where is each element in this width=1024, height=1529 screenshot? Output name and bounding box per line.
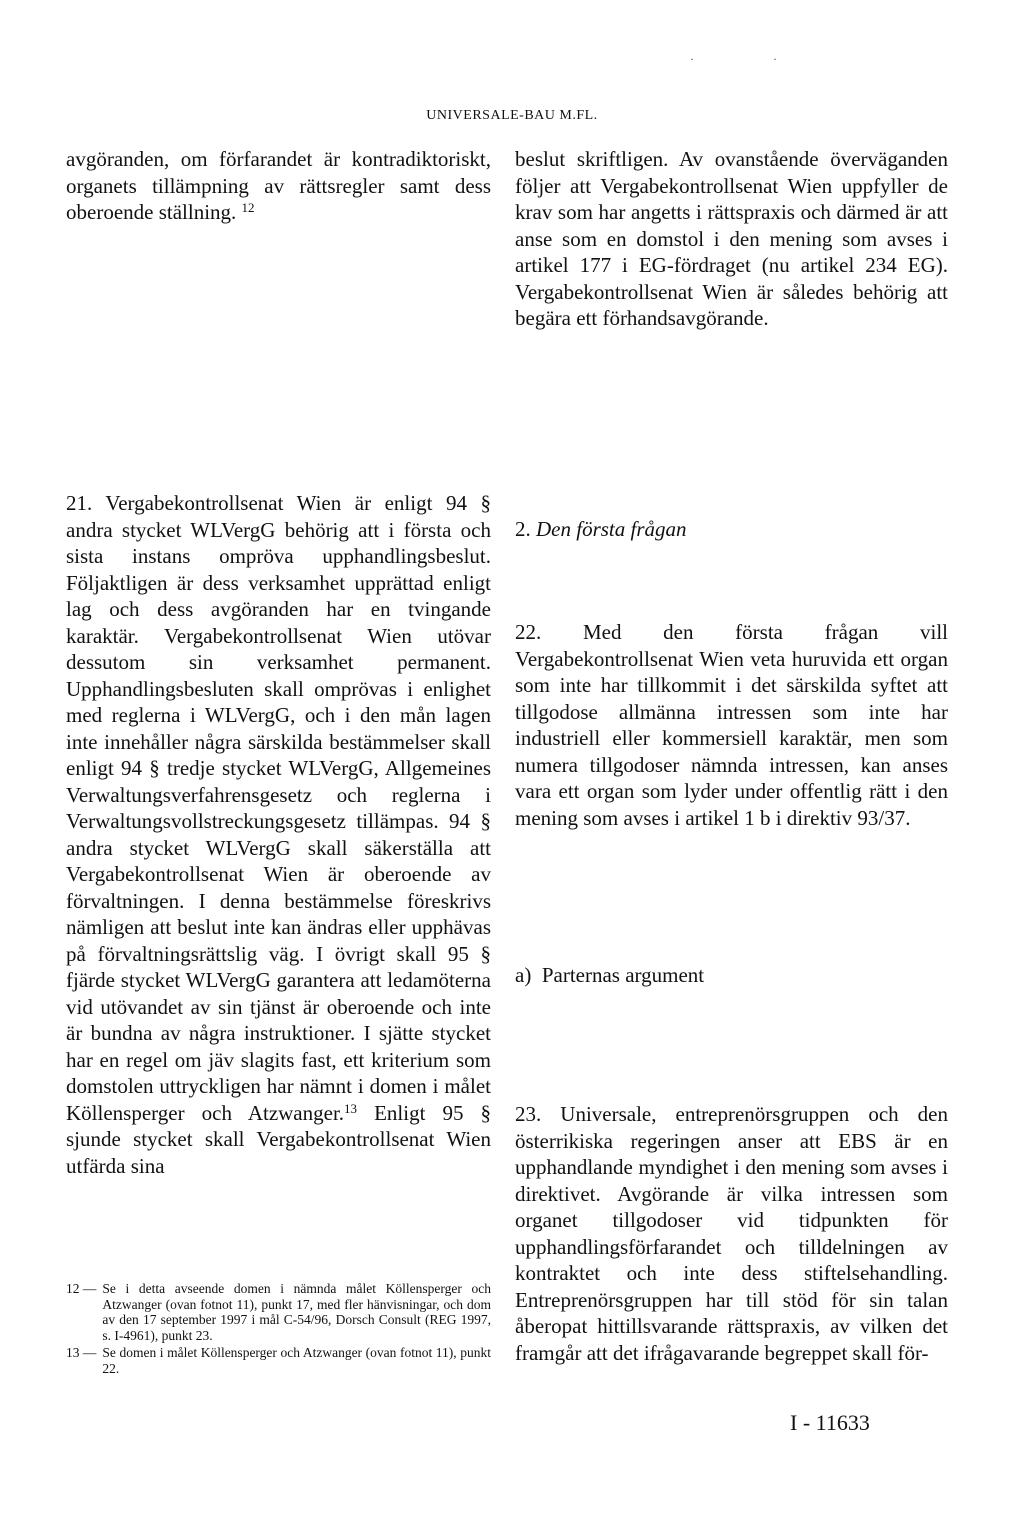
left-top-paragraph: [66, 146, 491, 226]
right-top-paragraph: [515, 146, 948, 332]
footnote-12: [66, 1281, 491, 1343]
footnote-number: 12 —: [66, 1281, 97, 1296]
section-number: 2.: [515, 517, 531, 541]
footnotes: [66, 1281, 491, 1378]
footnote-text: Se i detta avseende domen i nämnda målet Köllensperger och Atzwanger (ovan fotnot 11), punkt 17, med fler hänvisningar, och dom av den 17 september 1997 i mål C-54/96, Dorsch Consult (REG 1997, s. I-4961), punkt 23.: [102, 1281, 491, 1343]
page-number: I - 11633: [790, 1410, 870, 1435]
subheading-label: a): [515, 963, 532, 987]
paragraph-22-text: 22. Med den första frågan vill Vergabekontrollsenat Wien veta huruvida ett organ som inte har tillkommit i det särskilda syftet att tillgodose allmänna intressen som inte har industriell eller kommersiell karaktär, men som numera tillgodoser nämnda intressen, kan anses vara ett organ som lyder under offentlig rätt i den mening som avses i artikel 1 b i direktiv 93/37.: [515, 620, 948, 830]
paragraph-21-text: 21. Vergabekontrollsenat Wien är enligt 94 § andra stycket WLVergG behörig att i första och sista instans ompröva upphandlingsbeslut. Följaktligen är dess verksamhet upprättad enligt lag och dess avgöranden har en tvingande karaktär. Vergabekontrollsenat Wien utövar dessutom sin verksamhet permanent. Upphandlingsbesluten skall omprövas i enlighet med reglerna i WLVergG, och i den mån lagen inte innehåller några särskilda bestämmelser skall enligt 94 § tredje stycket WLVergG, Allgemeines Verwaltungsverfahrensgesetz och reglerna i Verwaltungsvollstreckungsgesetz tillämpas. 94 § andra stycket WLVergG skall säkerställa att Vergabekontrollsenat Wien är oberoende av förvaltningen. I denna bestämmelse föreskrivs nämligen att beslut inte kan ändras eller upphävas på förvaltningsrättslig väg. I övrigt skall 95 § fjärde stycket WLVergG garantera att ledamöterna vid utövandet av sin tjänst är oberoende och inte är bundna av några instruktioner. I sjätte stycket har en regel om jäv slagits fast, ett kriterium som domstolen uttryckligen har nämnt i domen i målet Köllensperger och Atzwanger.: [66, 491, 491, 1125]
right-top-text: beslut skriftligen. Av ovanstående överväganden följer att Vergabekontrollsenat Wien uppfyller de krav som har angetts i rättspraxis och därmed är att anse som en domstol i den mening som avses i artikel 177 i EG-fördraget (nu artikel 234 EG). Vergabekontrollsenat Wien är således behörig att begära ett förhandsavgörande.: [515, 147, 948, 330]
footnote-ref-13: 13: [344, 1100, 358, 1116]
footnote-number: 13 —: [66, 1345, 97, 1360]
section-heading-2: [515, 516, 948, 543]
footnote-text: Se domen i målet Köllensperger och Atzwanger (ovan fotnot 11), punkt 22.: [102, 1345, 491, 1376]
subheading-a: [515, 962, 948, 989]
left-top-text: avgöranden, om förfarandet är kontradiktoriskt, organets tillämpning av rättsregler samt dess oberoende ställning.: [66, 147, 491, 224]
footnote-13: [66, 1345, 491, 1376]
paragraph-23: [515, 1101, 948, 1366]
paragraph-21: [66, 490, 491, 1179]
section-title: Den första frågan: [536, 517, 687, 541]
running-title: UNIVERSALE-BAU M.FL.: [426, 108, 598, 123]
footnote-ref-12: 12: [241, 200, 255, 215]
paragraph-21-continuation: Enligt 95 § sjunde stycket skall Vergabekontrollsenat Wien utfärda sina: [66, 1100, 492, 1178]
paragraph-23-text: 23. Universale, entreprenörsgruppen och den österrikiska regeringen anser att EBS är en upphandlande myndighet i den mening som avses i direktivet. Avgörande är vilka intressen som organet tillgodoser vid tidpunkten för upphandlingsförfarandet och tilldelningen av kontraktet och inte dess stiftelsehandling. Entreprenörsgruppen har till stöd för sin talan åberopat hittillsvarande rättspraxis, av vilken det framgår att det ifrågavarande begreppet skall för-: [515, 1102, 948, 1365]
subheading-title: Parternas argument: [541, 963, 705, 987]
paragraph-22: [515, 619, 948, 831]
scan-specks: · ·: [690, 52, 815, 66]
